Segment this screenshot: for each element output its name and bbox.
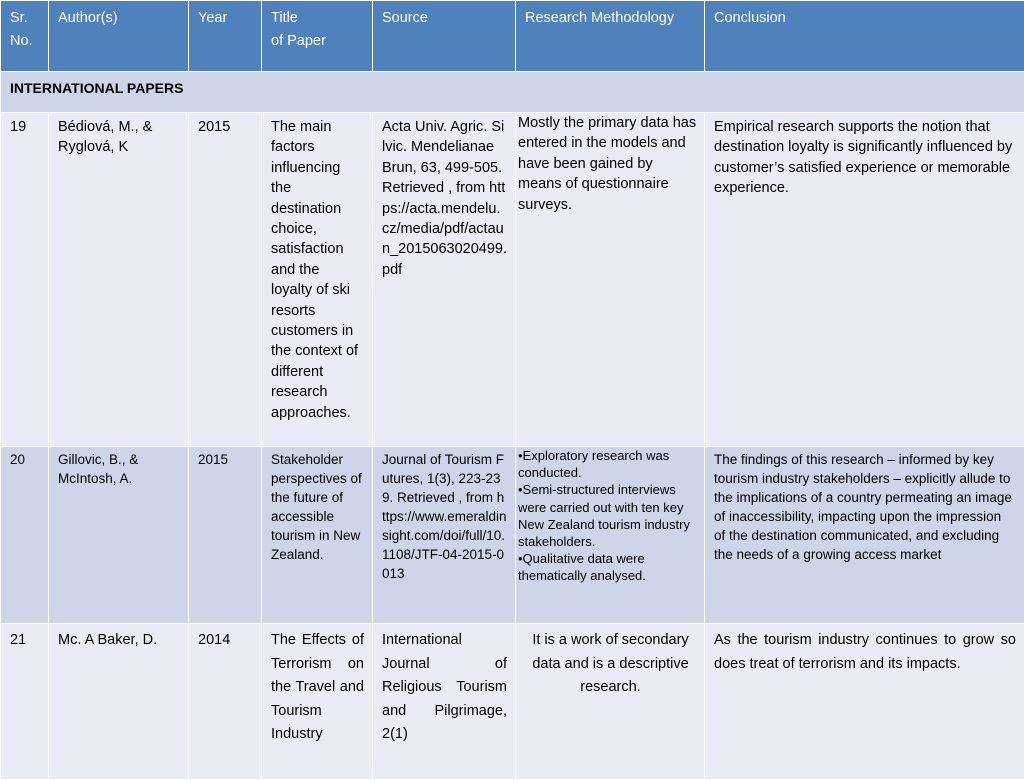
cell-source: Journal of Tourism Futures, 1(3), 223-239. Retrieved , from https://www.emeraldinsight.com/doi/full/10.1108/JTF-04-2015-0013 bbox=[373, 447, 516, 624]
table-row bbox=[1, 113, 1024, 447]
methodology-point: •Semi-structured interviews were carried out with ten key New Zealand tourism industry stakeholders. bbox=[518, 481, 702, 550]
cell-sr: 20 bbox=[1, 447, 49, 624]
cell-conclusion: Empirical research supports the notion that destination loyalty is significantly influenced by customer’s satisfied experience or memorable experience. bbox=[705, 113, 1024, 447]
cell-methodology: Mostly the primary data has entered in the models and have been gained by means of questionnaire surveys. bbox=[516, 113, 705, 447]
cell-methodology: It is a work of secondary data and is a descriptive research. bbox=[516, 624, 705, 780]
header-conclusion: Conclusion bbox=[705, 1, 1024, 72]
table-row bbox=[1, 624, 1024, 780]
header-row bbox=[1, 1, 1024, 72]
cell-year: 2015 bbox=[189, 447, 262, 624]
cell-conclusion: The findings of this research – informed by key tourism industry stakeholders – explicitly allude to the implications of a country permeating an image of inaccessibility, impacting upon the impression of the destination communicated, and excluding the needs of a growing access market bbox=[705, 447, 1024, 624]
header-title: Title of Paper bbox=[262, 1, 373, 72]
table-row bbox=[1, 447, 1024, 624]
header-year: Year bbox=[189, 1, 262, 72]
cell-conclusion: As the tourism industry continues to grow so does treat of terrorism and its impacts. bbox=[705, 624, 1024, 780]
header-authors: Author(s) bbox=[49, 1, 189, 72]
cell-year: 2014 bbox=[189, 624, 262, 780]
cell-authors: Mc. A Baker, D. bbox=[49, 624, 189, 780]
cell-sr: 21 bbox=[1, 624, 49, 780]
methodology-point: •Qualitative data were thematically analysed. bbox=[518, 550, 702, 584]
cell-title: Stakeholder perspectives of the future of accessible tourism in New Zealand. bbox=[262, 447, 373, 624]
header-source: Source bbox=[373, 1, 516, 72]
header-methodology: Research Methodology bbox=[516, 1, 705, 72]
methodology-point: •Exploratory research was conducted. bbox=[518, 447, 702, 481]
cell-methodology bbox=[516, 447, 705, 624]
cell-title: The Effects of Terrorism on the Travel and Tourism Industry bbox=[262, 624, 373, 780]
section-label: INTERNATIONAL PAPERS bbox=[1, 72, 1024, 113]
cell-authors: Gillovic, B., & McIntosh, A. bbox=[49, 447, 189, 624]
section-row bbox=[1, 72, 1024, 113]
header-sr-no: Sr. No. bbox=[1, 1, 49, 72]
cell-source: International Journal of Religious Tourism and Pilgrimage, 2(1) bbox=[373, 624, 516, 780]
cell-title: The main factors influencing the destination choice, satisfaction and the loyalty of ski resorts customers in the context of different research approaches. bbox=[262, 113, 373, 447]
cell-year: 2015 bbox=[189, 113, 262, 447]
cell-sr: 19 bbox=[1, 113, 49, 447]
cell-authors: Bédiová, M., & Ryglová, K bbox=[49, 113, 189, 447]
cell-source: Acta Univ. Agric. Silvic. Mendelianae Brun, 63, 499-505. Retrieved , from https://acta.mendelu.cz/media/pdf/actaun_2015063020499.pdf bbox=[373, 113, 516, 447]
